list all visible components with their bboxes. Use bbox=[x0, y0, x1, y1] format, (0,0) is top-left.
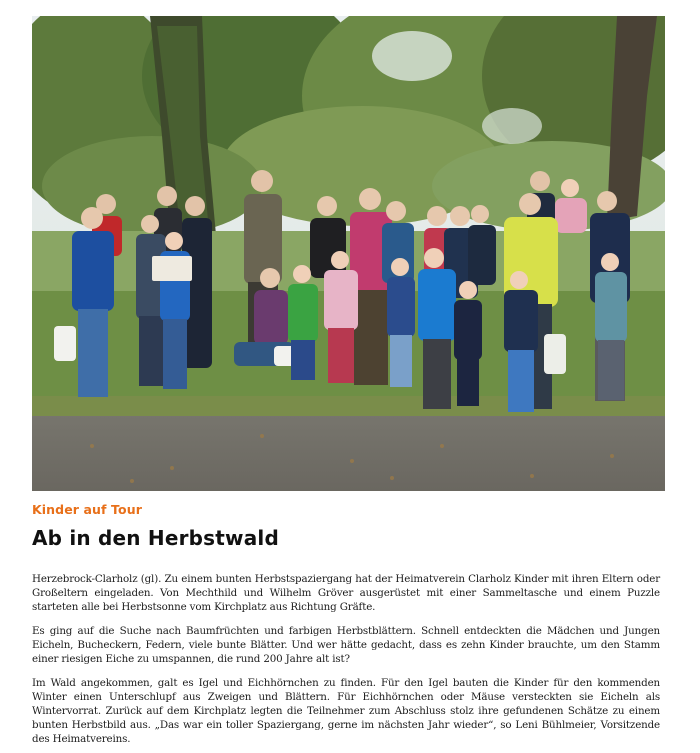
paragraph-2: Es ging auf die Suche nach Baumfrüchten und farbigen Herbstblättern. Schnell entdeckten die Mädchen und Jungen Eicheln, Bucheckern, Federn, viele bunte Blätter. Und wer hätte gedacht, dass es zehn Kinder brauchte, um den Stamm einer riesigen Eiche zu umspannen, die rund 200 Jahre alt ist? bbox=[32, 625, 660, 665]
article-kicker: Kinder auf Tour bbox=[32, 502, 142, 517]
article-body bbox=[32, 572, 660, 753]
article-headline: Ab in den Herbstwald bbox=[32, 526, 279, 550]
paragraph-1: Herzebrock-Clarholz (gl). Zu einem bunten Herbstspaziergang hat der Heimatverein Clarholz Kinder mit ihren Eltern oder Großeltern eingeladen. Von Mechthild und Wilhelm Gröver ausgerüstet mit einer Sammeltasche und einem Puzzle starteten alle bei Herbstsonne vom Kirchplatz aus Richtung Gräfte. bbox=[32, 573, 660, 613]
group-photo bbox=[32, 16, 665, 491]
paragraph-3: Im Wald angekommen, galt es Igel und Eichhörnchen zu finden. Für den Igel bauten die Kinder für den kommenden Winter einen Unterschlupf aus Zweigen und Blättern. Für Eichhörnchen oder Mäuse versteckten sie Eicheln als Wintervorrat. Zurück auf dem Kirchplatz legten die Teilnehmer zum Abschluss stolz ihre gefundenen Schätze zu einem bunten Herbstbild aus. „Das war ein toller Spaziergang, gerne im nächsten Jahr wieder“, so Leni Bühlmeier, Vorsitzende des Heimatvereins. bbox=[32, 677, 660, 745]
